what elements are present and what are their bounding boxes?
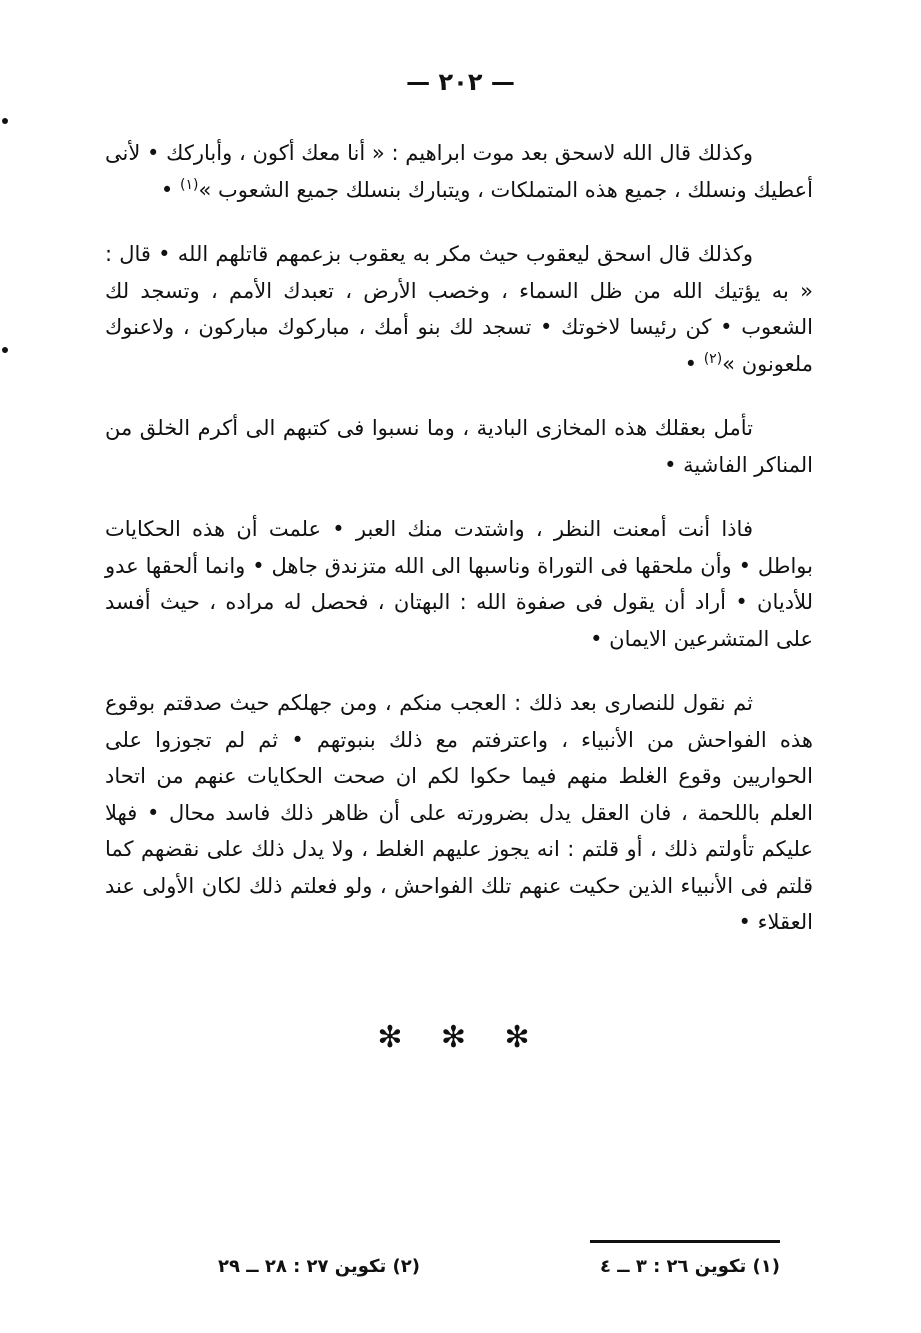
paragraph-text: ثم نقول للنصارى بعد ذلك : العجب منكم ، ومن جهلكم حيث صدقتم بوقوع هذه الفواحش من الأنبياء ، واعترفتم مع ذلك بنبوتهم • ثم لم تجوزوا على الحواريين وقوع الغلط منهم فيما حكوا لكم ان صحت الحكايات عنهم من اتحاد العلم باللحمة ، فان العقل يدل بضرورته على أن ظاهر ذلك فاسد محال • فهلا عليكم تأولتم ذلك ، أو قلتم : انه يجوز عليهم الغلط ، ولا يدل ذلك على نقضهم كما قلتم فى الأنبياء الذين حكيت عنهم تلك الفواحش ، ولو فعلتم ذلك لكان الأولى عند العقلاء • [105,691,813,934]
paragraph-4 [105,511,813,657]
page-number: — ٢٠٢ — [406,68,515,96]
margin-mark [2,118,8,124]
footnotes [160,1256,780,1286]
footnote-1: (١) تكوين ٢٦ : ٣ ــ ٤ [599,1256,780,1277]
footnote-ref-1: (١) [179,176,199,193]
footnote-2: (٢) تكوين ٢٧ : ٢٨ ــ ٢٩ [218,1256,420,1277]
body-text [105,135,813,969]
margin-mark [2,347,8,353]
paragraph-text: وكذلك قال اسحق ليعقوب حيث مكر به يعقوب بزعمهم قاتلهم الله • قال : « به يؤتيك الله من ظل السماء ، وخصب الأرض ، تعبدك الأمم ، وتسجد لك الشعوب • كن رئيسا لاخوتك • تسجد لك بنو أمك ، مباركوك مباركون ، ولاعنوك ملعونون » [105,242,813,376]
footnote-divider [590,1240,780,1243]
paragraph-text: فاذا أنت أمعنت النظر ، واشتدت منك العبر • علمت أن هذه الحكايات بواطل • وأن ملحقها فى التوراة وناسبها الى الله متزندق جاهل • وانما ألحقها عدو للأديان • أراد أن يقول فى صفوة الله : البهتان ، فحصل له مراده ، حيث أفسد على المتشرعين الايمان • [105,517,813,651]
paragraph-3 [105,410,813,483]
paragraph-1 [105,135,813,208]
paragraph-tail: • [160,177,180,202]
paragraph-text: تأمل بعقلك هذه المخازى البادية ، وما نسبوا فى كتبهم الى أكرم الخلق من المناكر الفاشية • [105,416,813,477]
paragraph-tail: • [684,351,704,376]
section-ornament: ✻ ✻ ✻ [377,1020,544,1055]
footnote-ref-2: (٢) [703,350,723,367]
paragraph-5 [105,685,813,941]
paragraph-text: وكذلك قال الله لاسحق بعد موت ابراهيم : « أنا معك أكون ، وأباركك • لأنى أعطيك ونسلك ، جميع هذه المتملكات ، ويتبارك بنسلك جميع الشعوب » [105,141,813,202]
paragraph-2 [105,236,813,382]
